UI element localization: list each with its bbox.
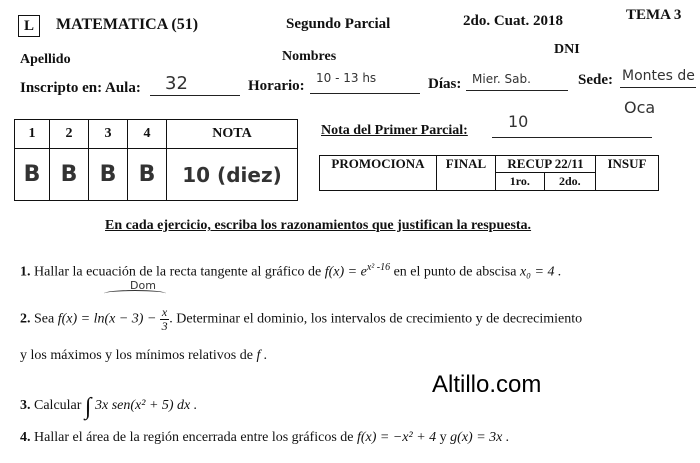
recup-first-header: 1ro.: [496, 173, 545, 191]
exercise-4-y: y: [439, 430, 447, 445]
aula-value: 32: [165, 73, 188, 94]
recup-header: RECUP 22/11: [496, 156, 596, 173]
exercise-4-number: 4.: [20, 430, 31, 445]
promociona-header: PROMOCIONA: [320, 156, 437, 191]
grade-header-4: 4: [128, 120, 167, 149]
dias-value: Mier. Sab.: [472, 72, 531, 86]
watermark: Altillo.com: [432, 371, 542, 398]
dias-label: Días:: [428, 76, 462, 92]
exercise-4-f: f(x) = −x² + 4: [356, 430, 437, 445]
box-letter: L: [18, 15, 40, 37]
exercise-3: [20, 394, 197, 421]
dni-label: DNI: [554, 42, 580, 57]
insuf-header: INSUF: [596, 156, 659, 191]
exercise-2: [20, 306, 582, 333]
exercise-3-integrand: 3x sen(x² + 5) dx .: [95, 398, 198, 413]
dias-line: [466, 90, 568, 91]
exercise-3-number: 3.: [20, 398, 31, 413]
exercise-2-line-2-text: y los máximos y los mínimos relativos de: [20, 348, 253, 363]
grade-value-2: B: [50, 149, 89, 201]
exercise-1-formula: f(x) = e: [324, 264, 367, 280]
exercise-1-text-b: en el punto de abscisa: [393, 264, 517, 280]
exercise-4-text: Hallar el área de la región encerrada entre los gráficos de: [34, 430, 354, 445]
exercise-2-line-2-f: f .: [256, 348, 268, 363]
apellido-label: Apellido: [20, 52, 71, 67]
exercise-2-fraction: [160, 306, 169, 333]
exercise-2-line-2: [20, 348, 267, 364]
exercise-2-text: Sea: [34, 311, 55, 327]
exercise-2-formula: f(x) = ln(x − 3) −: [57, 311, 157, 327]
exercise-2-annotation: Dom: [130, 279, 156, 292]
sede-value-1: Montes de: [622, 68, 695, 84]
grade-header-nota: NOTA: [167, 120, 298, 149]
exercise-1-exponent: x² -16: [366, 262, 391, 273]
first-exam-value: 10: [508, 112, 529, 131]
recup-second-header: 2do.: [544, 173, 595, 191]
integral-sign-icon: ∫: [84, 394, 92, 420]
exercise-3-text: Calcular: [34, 398, 82, 413]
status-table: [319, 155, 659, 191]
instruction: En cada ejercicio, escriba los razonamientos que justifican la respuesta.: [105, 218, 532, 233]
exercise-1-text: Hallar la ecuación de la recta tangente al gráfico de: [34, 264, 322, 280]
aula-label: Inscripto en: Aula:: [20, 80, 141, 96]
grade-value-1: B: [15, 149, 50, 201]
horario-label: Horario:: [248, 78, 305, 94]
horario-value: 10 - 13 hs: [316, 71, 377, 85]
grade-header-3: 3: [89, 120, 128, 149]
exercise-2-brace: [104, 290, 166, 297]
sede-label: Sede:: [578, 72, 613, 88]
term: 2do. Cuat. 2018: [463, 13, 564, 29]
grades-table: [14, 119, 298, 201]
subject-title: MATEMATICA (51): [56, 16, 199, 33]
exercise-2-frac-den: 3: [161, 319, 168, 333]
grade-value-nota: 10 (diez): [167, 149, 298, 201]
exercise-1: [20, 262, 561, 281]
nombres-label: Nombres: [282, 49, 337, 64]
exercise-2-frac-num: x: [161, 305, 168, 319]
exercise-4: [20, 430, 509, 446]
grade-header-1: 1: [15, 120, 50, 149]
exercise-4-g: g(x) = 3x .: [450, 430, 510, 445]
grade-value-3: B: [89, 149, 128, 201]
exercise-2-number: 2.: [20, 311, 31, 327]
horario-line: [310, 93, 420, 94]
tema-label: TEMA 3: [626, 7, 682, 23]
grade-header-2: 2: [50, 120, 89, 149]
final-header: FINAL: [437, 156, 496, 191]
sede-value-2: Oca: [624, 98, 656, 117]
first-exam-line: [492, 137, 652, 138]
grade-value-4: B: [128, 149, 167, 201]
sede-line: [620, 87, 696, 88]
exam-name: Segundo Parcial: [286, 16, 391, 32]
exercise-2-text-b: . Determinar el dominio, los intervalos de crecimiento y de decrecimiento: [169, 311, 583, 327]
first-exam-label: Nota del Primer Parcial:: [321, 123, 468, 138]
exercise-1-number: 1.: [20, 264, 31, 280]
exercise-1-point: x₀ = 4 .: [519, 264, 562, 280]
aula-line: [150, 95, 240, 96]
